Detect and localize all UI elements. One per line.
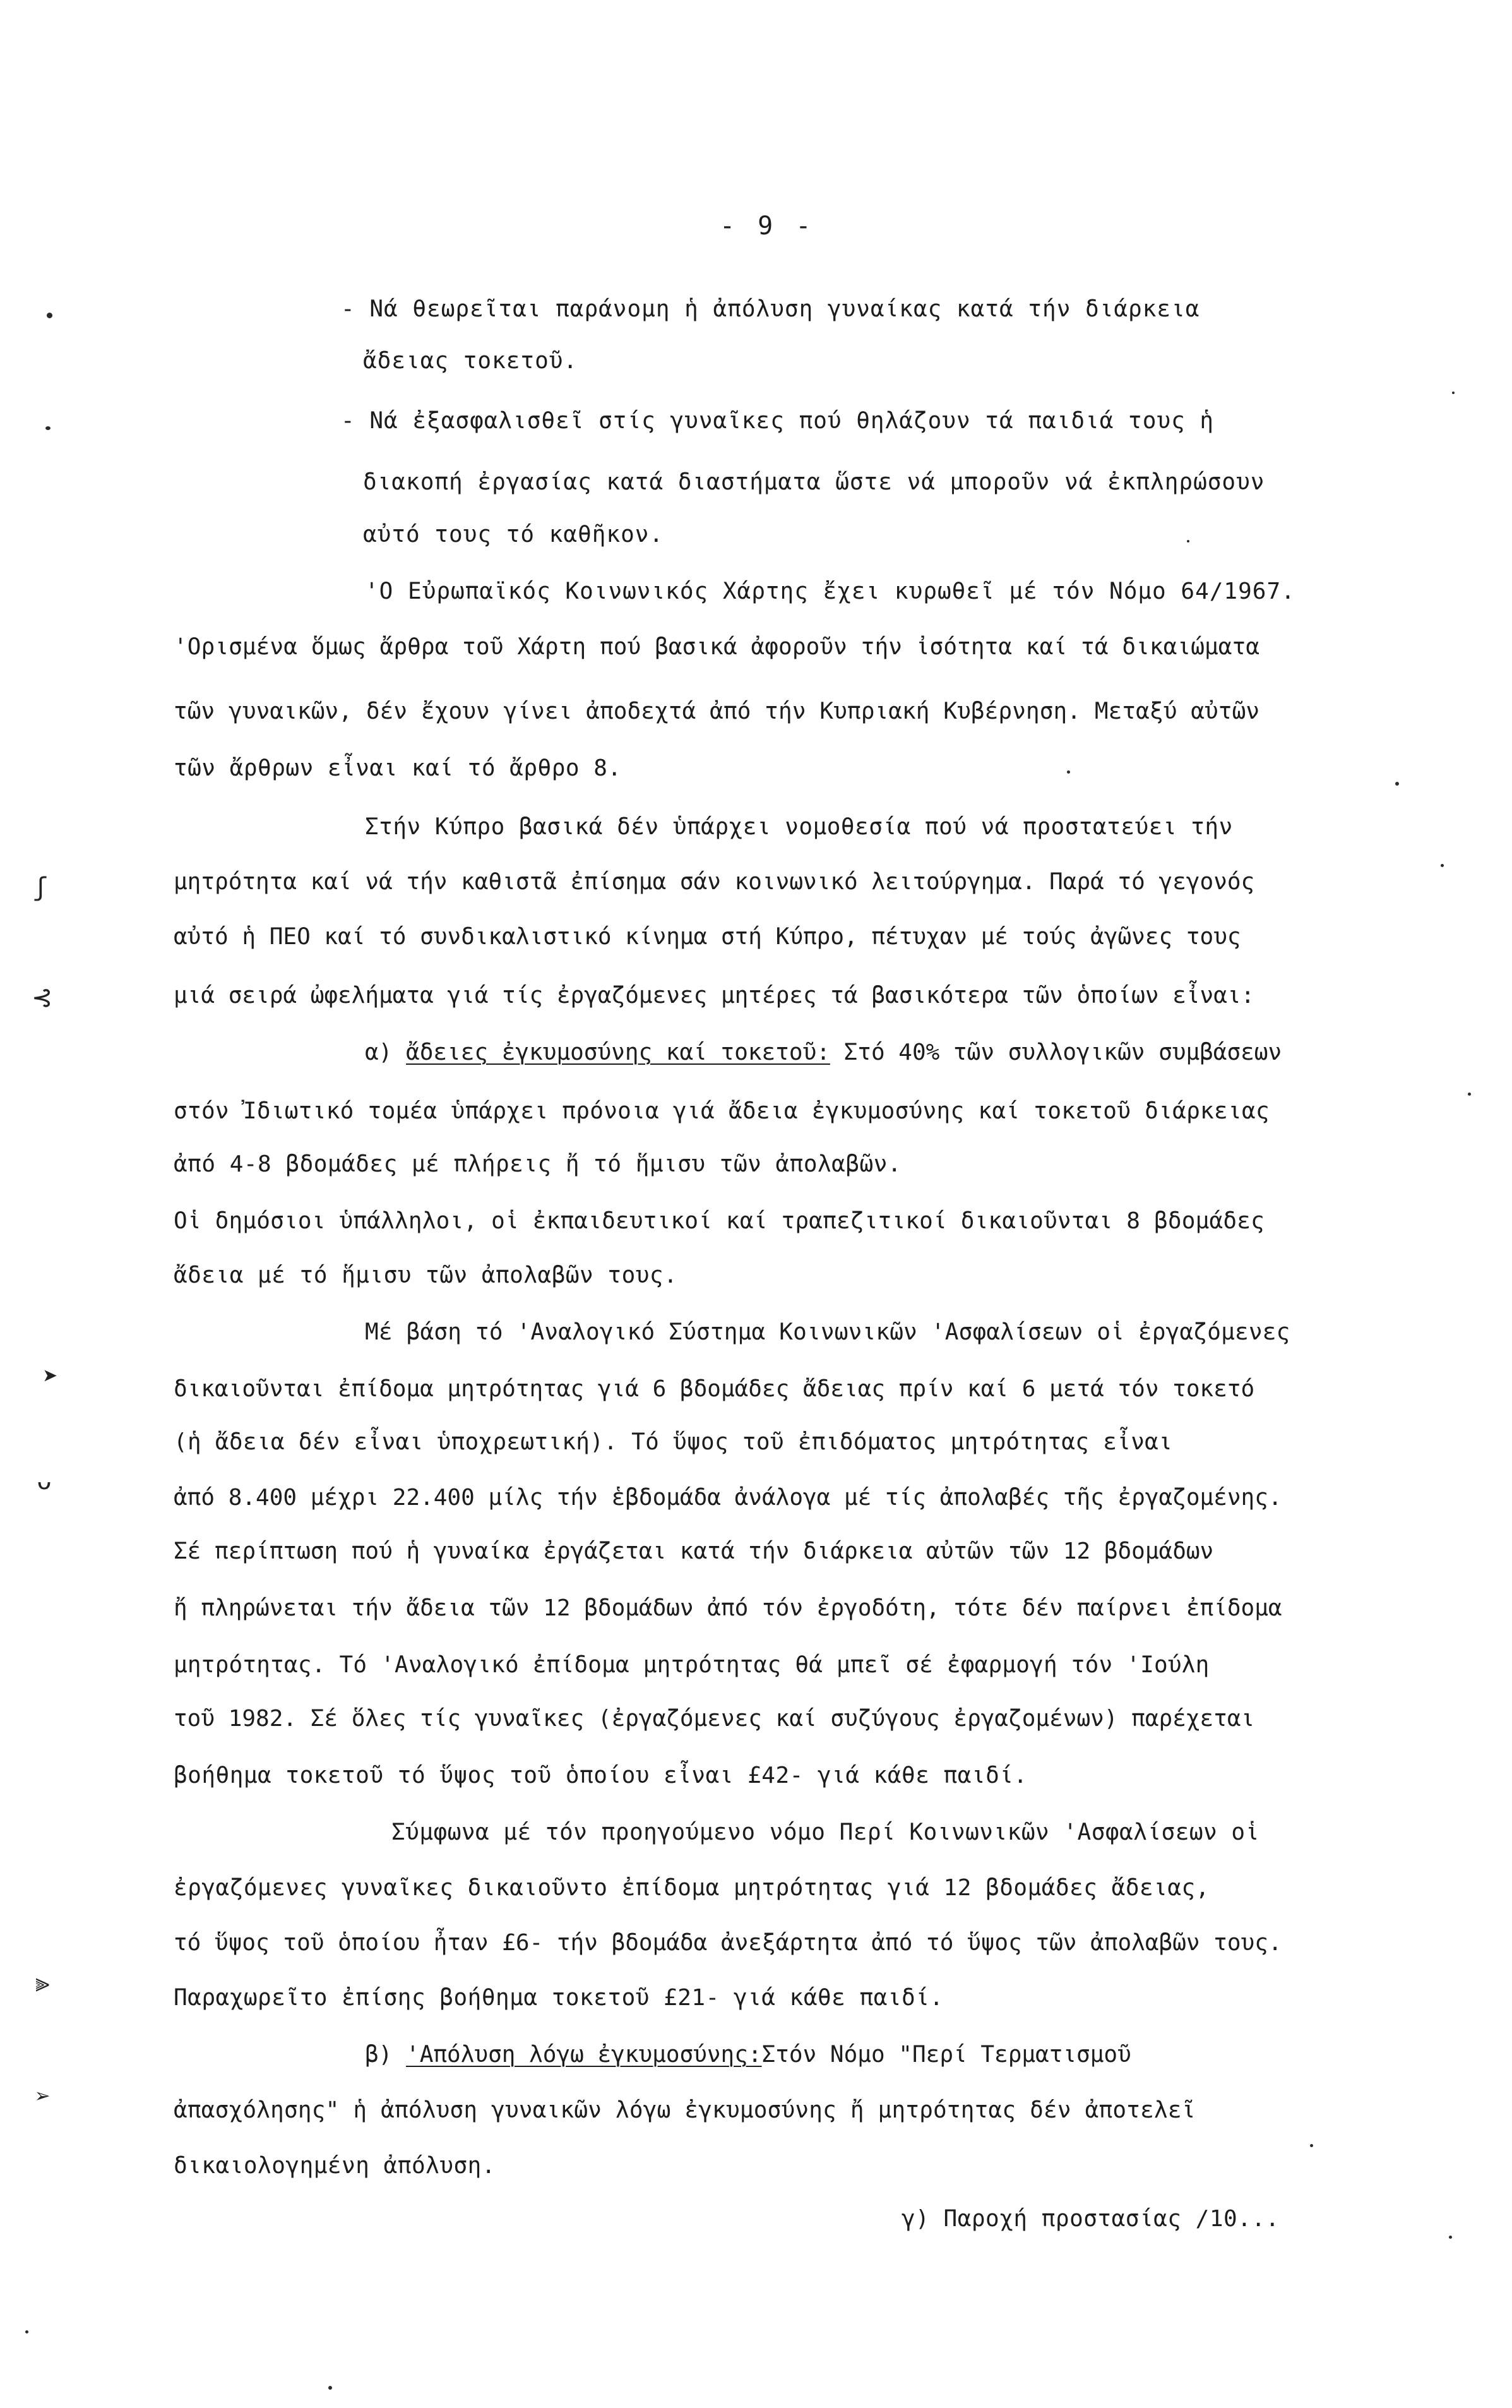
scan-speck [1441,864,1444,867]
scan-speck [1395,782,1399,786]
text-line: δικαιοῦνται ἐπίδομα μητρότητας γιά 6 βδομάδες ἄδειας πρίν καί 6 μετά τόν τοκετό [174,1376,1255,1402]
margin-mark: ᴗ [37,1466,52,1495]
text-line: τοῦ 1982. Σέ ὅλες τίς γυναῖκες (ἐργαζόμενες καί συζύγους ἐργαζομένων) παρέχεται [174,1706,1255,1732]
text-line: - Νά θεωρεῖται παράνομη ἡ ἀπόλυση γυναίκας κατά τήν διάρκεια [341,296,1200,322]
text-line: μητρότητα καί νά τήν καθιστᾶ ἐπίσημα σάν κοινωνικό λειτούργημα. Παρά τό γεγονός [174,869,1255,895]
margin-mark: ➢ [35,2082,51,2111]
text-line: 'Ο Εὐρωπαϊκός Κοινωνικός Χάρτης ἔχει κυρωθεῖ μέ τόν Νόμο 64/1967. [365,578,1295,604]
text-line: διακοπή ἐργασίας κατά διαστήματα ὥστε νά μποροῦν νά ἐκπληρώσουν [363,469,1265,495]
scan-speck [47,313,52,318]
text-line: (ἡ ἄδεια δέν εἶναι ὑποχρεωτική). Τό ὕψος τοῦ ἐπιδόματος μητρότητας εἶναι [174,1429,1173,1455]
section-b-letter: β) [365,2042,407,2068]
section-b-text: Στόν Νόμο "Περί Τερματισμοῦ [761,2042,1131,2068]
margin-mark: ⫸ [35,1968,50,1998]
text-line: βοήθημα τοκετοῦ τό ὕψος τοῦ ὁποίου εἶναι £42- γιά κάθε παιδί. [174,1763,1028,1788]
text-line: μητρότητας. Τό 'Αναλογικό ἐπίδομα μητρότητας θά μπεῖ σέ ἐφαρμογή τόν 'Ιούλη [174,1652,1210,1678]
text-line: στόν Ἰδιωτικό τομέα ὑπάρχει πρόνοια γιά ἄδεια ἐγκυμοσύνης καί τοκετοῦ διάρκειας [174,1098,1270,1124]
text-line: Παραχωρεῖτο ἐπίσης βοήθημα τοκετοῦ £21- γιά κάθε παιδί. [174,1985,944,2011]
text-line: ἄδεια μέ τό ἥμισυ τῶν ἀπολαβῶν τους. [174,1262,678,1288]
text-line: Στήν Κύπρο βασικά δέν ὑπάρχει νομοθεσία πού νά προστατεύει τήν [365,814,1233,840]
scan-speck [1310,2144,1313,2147]
text-line: ἄδειας τοκετοῦ. [363,348,578,374]
margin-mark: ⊰ [32,983,53,1012]
text-line: ἐργαζόμενες γυναῖκες δικαιοῦντο ἐπίδομα μητρότητας γιά 12 βδομάδες ἄδειας, [174,1875,1210,1901]
section-b-heading: 'Απόλυση λόγω ἐγκυμοσύνης: [406,2042,762,2068]
margin-mark: ʃ [33,873,49,902]
section-a-heading: ἄδειες ἐγκυμοσύνης καί τοκετοῦ: [406,1039,830,1065]
scan-speck [1449,2236,1452,2239]
text-line: 'Ορισμένα ὅμως ἄρθρα τοῦ Χάρτη πού βασικά ἀφοροῦν τήν ἰσότητα καί τά δικαιώματα [174,634,1260,660]
page-number: - 9 - [720,212,815,241]
scan-speck [1452,392,1455,394]
text-line: ἀπό 4-8 βδομάδες μέ πλήρεις ἤ τό ἥμισυ τῶν ἀπολαβῶν. [174,1151,902,1177]
text-line: ἀπασχόλησης" ἡ ἀπόλυση γυναικῶν λόγω ἐγκυμοσύνης ἤ μητρότητας δέν ἀποτελεῖ [174,2097,1196,2123]
text-line: ἀπό 8.400 μέχρι 22.400 μίλς τήν ἑβδομάδα ἀνάλογα μέ τίς ἀπολαβές τῆς ἐργαζομένης. [174,1485,1282,1511]
text-line: μιά σειρά ὠφελήματα γιά τίς ἐργαζόμενες μητέρες τά βασικότερα τῶν ὁποίων εἶναι: [174,983,1255,1009]
margin-mark: ➤ [43,1362,59,1391]
text-line: Σέ περίπτωση πού ἡ γυναίκα ἐργάζεται κατά τήν διάρκεια αὐτῶν τῶν 12 βδομάδων [174,1538,1214,1564]
text-line: - Νά ἐξασφαλισθεῖ στίς γυναῖκες πού θηλάζουν τά παιδιά τους ἡ [341,408,1215,434]
scan-speck [1067,770,1070,774]
scan-speck [328,2386,332,2390]
text-line: Οἱ δημόσιοι ὑπάλληλοι, οἱ ἐκπαιδευτικοί καί τραπεζιτικοί δικαιοῦνται 8 βδομάδες [174,1208,1265,1234]
text-line: αὐτό τους τό καθῆκον. [363,522,664,548]
scan-speck [1187,540,1189,542]
section-a-letter: α) [365,1039,407,1065]
scan-speck [1468,1093,1471,1096]
section-b-line [365,2041,1131,2069]
text-line: τό ὕψος τοῦ ὁποίου ἦταν £6- τήν βδομάδα ἀνεξάρτητα ἀπό τό ὕψος τῶν ἀπολαβῶν τους. [174,1930,1282,1956]
text-line: δικαιολογημένη ἀπόλυση. [174,2153,496,2179]
scan-speck [25,2330,28,2333]
text-line: ἤ πληρώνεται τήν ἄδεια τῶν 12 βδομάδων ἀπό τόν ἐργοδότη, τότε δέν παίρνει ἐπίδομα [174,1595,1282,1621]
text-line: Σύμφωνα μέ τόν προηγούμενο νόμο Περί Κοινωνικῶν 'Ασφαλίσεων οἱ [391,1819,1259,1845]
text-line: Μέ βάση τό 'Αναλογικό Σύστημα Κοινωνικῶν 'Ασφαλίσεων οἱ ἐργαζόμενες [365,1319,1290,1345]
scan-speck [45,426,51,430]
catchword: γ) Παροχή προστασίας /10... [902,2206,1280,2232]
text-line: τῶν γυναικῶν, δέν ἔχουν γίνει ἀποδεχτά ἀπό τήν Κυπριακή Κυβέρνηση. Μεταξύ αὐτῶν [174,698,1260,724]
section-a-line [365,1039,1282,1067]
section-a-text: Στό 40% τῶν συλλογικῶν συμβάσεων [830,1039,1282,1065]
text-line: τῶν ἄρθρων εἶναι καί τό ἄρθρο 8. [174,755,622,781]
text-line: αὐτό ἡ ΠΕΟ καί τό συνδικαλιστικό κίνημα στή Κύπρο, πέτυχαν μέ τούς ἀγῶνες τους [174,924,1241,950]
